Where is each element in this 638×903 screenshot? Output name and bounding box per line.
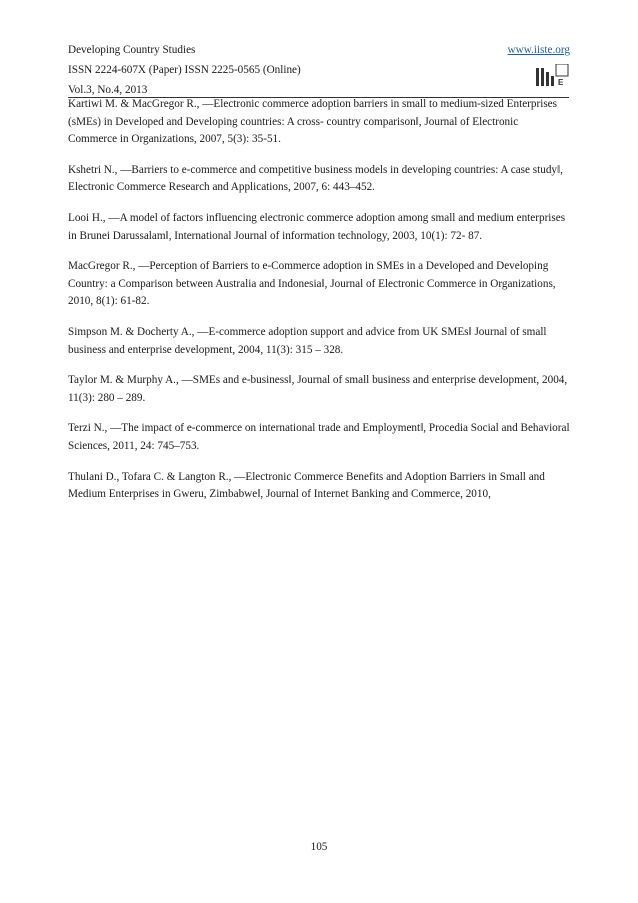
website-link[interactable]: www.iiste.org — [507, 44, 570, 56]
reference-item: Thulani D., Tofara C. & Langton R., ―Electronic Commerce Benefits and Adoption Barriers in Small and Medium Enterprises in Gweru, Zimbabwe‖, Journal of Internet Banking and Commerce, 2010, — [68, 470, 545, 501]
reference-item: Kshetri N., ―Barriers to e-commerce and competitive business models in developing countries: A case study‖, Electronic Commerce Research and Applications, 2007, 6: 443–452. — [68, 163, 563, 194]
reference-item: MacGregor R., ―Perception of Barriers to e-Commerce adoption in SMEs in a Developed and Developing Country: a Comparison between Australia and Indonesia‖, Journal of Electronic Commerce in Organizations, 2010, 8(1): 61-82. — [68, 260, 556, 308]
volume-line: Vol.3, No.4, 2013 — [68, 84, 148, 96]
issn-line: ISSN 2224-607X (Paper) ISSN 2225-0565 (Online) — [68, 64, 301, 76]
reference-list — [68, 96, 570, 517]
iiste-logo — [536, 64, 570, 86]
svg-text:E: E — [558, 78, 564, 86]
reference-item: Taylor M. & Murphy A., ―SMEs and e-business‖, Journal of small business and enterprise development, 2004, 11(3): 280 – 289. — [68, 374, 568, 404]
reference-item: Looi H., ―A model of factors influencing electronic commerce adoption among small and medium enterprises in Brunei Darussalam‖, International Journal of information technology, 2003, 10(1): 72- 87. — [68, 211, 566, 242]
page-number: 105 — [310, 841, 328, 853]
reference-item: Terzi N., ―The impact of e-commerce on international trade and Employment‖, Procedia Social and Behavioral Sciences, 2011, 24: 745–753. — [68, 422, 570, 452]
reference-item: Kartiwi M. & MacGregor R., ―Electronic commerce adoption barriers in small to medium-sized Enterprises (sMEs) in Developed and Developing countries: A cross- country comparison‖, Journal of Electronic Commerce in Organizations, 2007, 5(3): 35-51. — [68, 98, 557, 146]
reference-item: Simpson M. & Docherty A., ―E-commerce adoption support and advice from UK SMEs‖ Journal of small business and enterprise development, 2004, 11(3): 315 – 328. — [68, 325, 547, 356]
journal-title: Developing Country Studies — [68, 44, 196, 56]
